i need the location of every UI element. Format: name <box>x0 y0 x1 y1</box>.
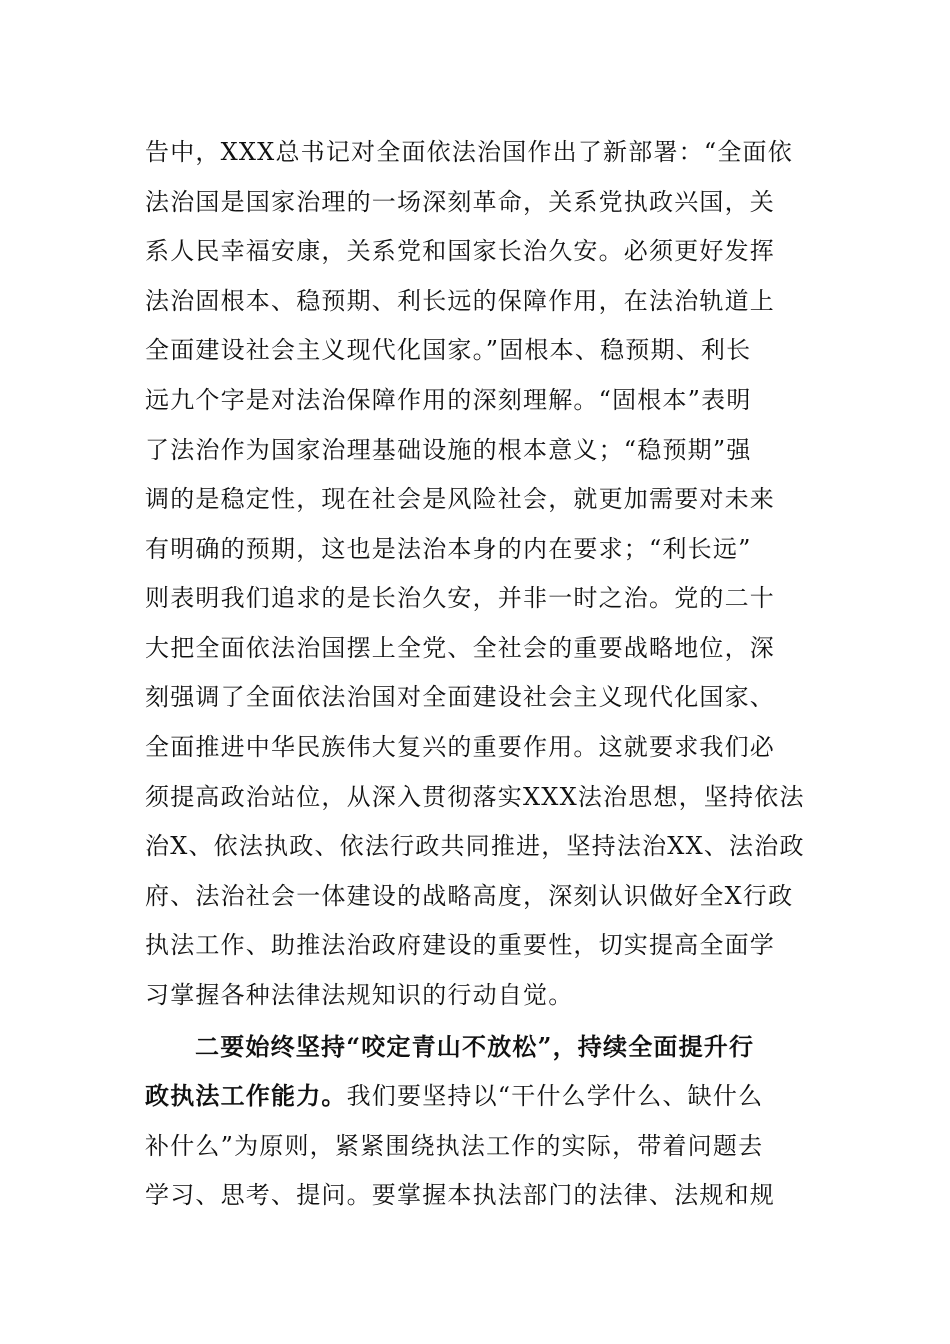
body-line: 了法治作为国家治理基础设施的根本意义；“稳预期”强 <box>145 436 752 464</box>
section-body-text: 我们要坚持以“干什么学什么、缺什么 <box>346 1082 764 1110</box>
body-line: 执法工作、助推法治政府建设的重要性，切实提高全面学 <box>145 931 775 959</box>
body-line: 调的是稳定性，现在社会是风险社会，就更加需要对未来 <box>145 485 775 513</box>
section-heading-line-2 <box>145 1081 763 1111</box>
body-line: 大把全面依法治国摆上全党、全社会的重要战略地位，深 <box>145 634 775 662</box>
body-line: 治X、依法执政、依法行政共同推进，坚持法治XX、法治政 <box>145 832 805 860</box>
body-line: 须提高政治站位，从深入贯彻落实XXX法治思想，坚持依法 <box>145 783 805 811</box>
body-line: 告中，XXX总书记对全面依法治国作出了新部署：“全面依 <box>145 138 793 166</box>
body-line: 学习、思考、提问。要掌握本执法部门的法律、法规和规 <box>145 1181 775 1209</box>
body-line: 习掌握各种法律法规知识的行动自觉。 <box>145 981 574 1009</box>
body-line: 系人民幸福安康，关系党和国家长治久安。必须更好发挥 <box>145 237 775 265</box>
body-line: 补什么”为原则，紧紧围绕执法工作的实际，带着问题去 <box>145 1132 764 1160</box>
body-line: 有明确的预期，这也是法治本身的内在要求；“利长远” <box>145 535 752 563</box>
body-line: 府、法治社会一体建设的战略高度，深刻认识做好全X行政 <box>145 882 794 910</box>
body-line: 法治国是国家治理的一场深刻革命，关系党执政兴国，关 <box>145 188 775 216</box>
body-line: 则表明我们追求的是长治久安，并非一时之治。党的二十 <box>145 584 775 612</box>
body-line: 远九个字是对法治保障作用的深刻理解。“固根本”表明 <box>145 386 752 414</box>
section-heading-bold-text: 政执法工作能力。 <box>145 1081 347 1110</box>
body-line: 刻强调了全面依法治国对全面建设社会主义现代化国家、 <box>145 683 775 711</box>
body-line: 全面建设社会主义现代化国家。”固根本、稳预期、利长 <box>145 336 752 364</box>
body-line: 法治固根本、稳预期、利长远的保障作用，在法治轨道上 <box>145 287 775 315</box>
section-heading: 二要始终坚持“咬定青山不放松”，持续全面提升行 <box>195 1032 755 1061</box>
body-line: 全面推进中华民族伟大复兴的重要作用。这就要求我们必 <box>145 733 775 761</box>
